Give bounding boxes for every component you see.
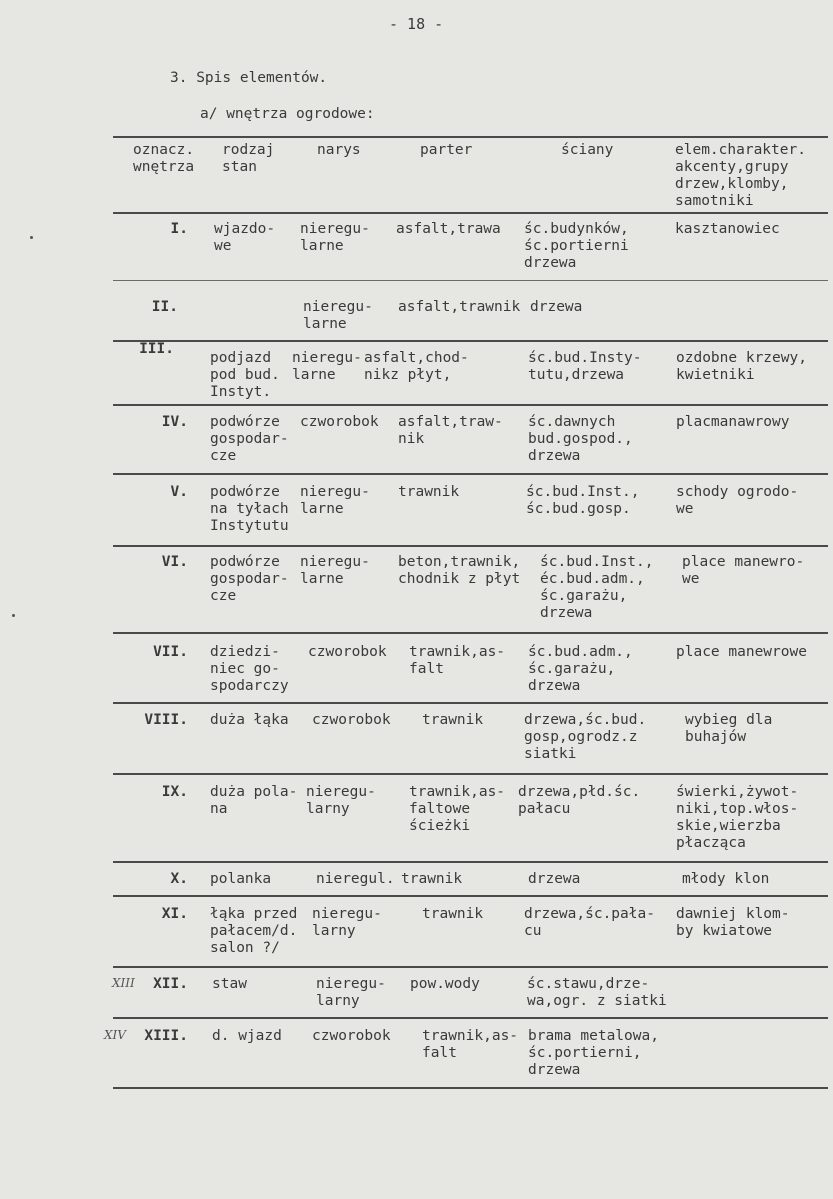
cell-elem: schody ogrodo- we xyxy=(676,484,799,517)
row-rule xyxy=(113,280,828,281)
table-top-rule xyxy=(113,136,828,138)
cell-narys: czworobok xyxy=(300,414,379,430)
cell-narys: nieregu- larny xyxy=(306,784,376,817)
cell-parter: beton,trawnik, chodnik z płyt xyxy=(398,554,521,587)
cell-sciany: drzewa,płd.śc. pałacu xyxy=(518,784,641,817)
cell-narys: czworobok xyxy=(312,1028,391,1044)
cell-narys: nieregu- larny xyxy=(316,976,386,1009)
cell-elem: placmanawrowy xyxy=(676,414,790,430)
handwritten-annotation: XIV xyxy=(104,1028,126,1042)
cell-parter: trawnik xyxy=(401,871,463,887)
cell-rodzaj: dziedzi- niec go- spodarczy xyxy=(210,644,289,694)
row-rule xyxy=(113,473,828,475)
row-id: II. xyxy=(151,299,178,315)
cell-rodzaj: d. wjazd xyxy=(212,1028,282,1044)
row-id: XIII. xyxy=(144,1028,188,1044)
cell-sciany: śc.bud.Insty- tutu,drzewa xyxy=(528,350,642,383)
row-rule xyxy=(113,340,828,342)
cell-rodzaj: duża pola- na xyxy=(210,784,298,817)
cell-rodzaj: staw xyxy=(212,976,247,992)
cell-parter: trawnik,as- falt xyxy=(409,644,506,677)
cell-narys: czworobok xyxy=(312,712,391,728)
cell-parter: pow.wody xyxy=(410,976,480,992)
cell-narys: nieregul. xyxy=(316,871,395,887)
cell-rodzaj: polanka xyxy=(210,871,272,887)
cell-sciany: śc.budynków, śc.portierni drzewa xyxy=(524,221,629,271)
cell-elem: place manewro- we xyxy=(682,554,805,587)
page-number: - 18 - xyxy=(389,15,444,33)
row-id: IX. xyxy=(161,784,188,800)
cell-parter: trawnik xyxy=(422,712,484,728)
cell-rodzaj: podwórze na tyłach Instytutu xyxy=(210,484,289,534)
cell-parter: trawnik,as- faltowe ścieżki xyxy=(409,784,506,834)
cell-parter: trawnik xyxy=(422,906,484,922)
cell-sciany: śc.bud.Inst., śc.bud.gosp. xyxy=(526,484,640,517)
table-bottom-rule xyxy=(113,1087,828,1089)
cell-narys: nieregu- larne xyxy=(300,221,370,254)
col-header-rodzaj: rodzaj stan xyxy=(222,142,275,175)
cell-elem: młody klon xyxy=(682,871,770,887)
row-rule xyxy=(113,404,828,406)
cell-narys: nieregu- larne xyxy=(300,554,370,587)
margin-mark xyxy=(30,236,33,239)
row-rule xyxy=(113,895,828,897)
row-id: VIII. xyxy=(144,712,188,728)
row-rule xyxy=(113,773,828,775)
row-id: V. xyxy=(170,484,188,500)
col-header-narys: narys xyxy=(317,142,361,158)
cell-parter: trawnik xyxy=(398,484,460,500)
cell-sciany: śc.dawnych bud.gospod., drzewa xyxy=(528,414,633,464)
section-title: 3. Spis elementów. xyxy=(170,70,328,86)
row-id: VII. xyxy=(153,644,188,660)
row-id: III. xyxy=(139,341,174,357)
cell-parter: trawnik,as- falt xyxy=(422,1028,519,1061)
cell-narys: nieregu- larne xyxy=(303,299,373,332)
col-header-oznacz: oznacz. wnętrza xyxy=(133,142,195,175)
margin-mark xyxy=(12,614,15,617)
row-id: X. xyxy=(170,871,188,887)
cell-sciany: drzewa,śc.bud. gosp,ogrodz.z siatki xyxy=(524,712,647,762)
cell-elem: świerki,żywot- niki,top.włos- skie,wierzba płacząca xyxy=(676,784,799,851)
col-header-elem: elem.charakter. akcenty,grupy drzew,klomby, samotniki xyxy=(675,142,806,209)
cell-rodzaj: podwórze gospodar- cze xyxy=(210,414,289,464)
row-rule xyxy=(113,1017,828,1019)
cell-narys: nieregu- larne xyxy=(300,484,370,517)
row-id: I. xyxy=(170,221,188,237)
row-rule xyxy=(113,702,828,704)
cell-elem: kasztanowiec xyxy=(675,221,780,237)
cell-rodzaj: łąka przed pałacem/d. salon ?/ xyxy=(210,906,298,956)
cell-rodzaj: duża łąka xyxy=(210,712,289,728)
cell-narys: nieregu- larny xyxy=(312,906,382,939)
cell-parter: asfalt,trawa xyxy=(396,221,501,237)
col-header-sciany: ściany xyxy=(561,142,614,158)
cell-parter: asfalt,chod- nikz płyt, xyxy=(364,350,469,383)
row-id: XI. xyxy=(161,906,188,922)
header-rule xyxy=(113,212,828,214)
subsection-title: a/ wnętrza ogrodowe: xyxy=(200,106,375,122)
cell-rodzaj: podwórze gospodar- cze xyxy=(210,554,289,604)
cell-sciany: śc.stawu,drze- wa,ogr. z siatki xyxy=(527,976,667,1009)
cell-sciany: brama metalowa, śc.portierni, drzewa xyxy=(528,1028,659,1078)
cell-rodzaj: wjazdo- we xyxy=(214,221,276,254)
cell-elem: dawniej klom- by kwiatowe xyxy=(676,906,790,939)
cell-narys: czworobok xyxy=(308,644,387,660)
cell-elem: wybieg dla buhajów xyxy=(685,712,773,745)
cell-elem: place manewrowe xyxy=(676,644,807,660)
row-rule xyxy=(113,545,828,547)
row-rule xyxy=(113,632,828,634)
row-rule xyxy=(113,861,828,863)
row-id: VI. xyxy=(161,554,188,570)
row-id: IV. xyxy=(161,414,188,430)
cell-elem: ozdobne krzewy, kwietniki xyxy=(676,350,807,383)
cell-rodzaj: podjazd pod bud. Instyt. xyxy=(210,350,280,400)
cell-sciany: śc.bud.Inst., éc.bud.adm., śc.garażu, drzewa xyxy=(540,554,654,621)
cell-sciany: drzewa xyxy=(530,299,583,315)
row-rule xyxy=(113,966,828,968)
cell-sciany: śc.bud.adm., śc.garażu, drzewa xyxy=(528,644,633,694)
col-header-parter: parter xyxy=(420,142,473,158)
handwritten-annotation: XIII xyxy=(112,976,135,990)
row-id: XII. xyxy=(153,976,188,992)
cell-sciany: drzewa xyxy=(528,871,581,887)
cell-sciany: drzewa,śc.pała- cu xyxy=(524,906,655,939)
cell-parter: asfalt,trawnik xyxy=(398,299,521,315)
cell-narys: nieregu- larne xyxy=(292,350,362,383)
cell-parter: asfalt,traw- nik xyxy=(398,414,503,447)
